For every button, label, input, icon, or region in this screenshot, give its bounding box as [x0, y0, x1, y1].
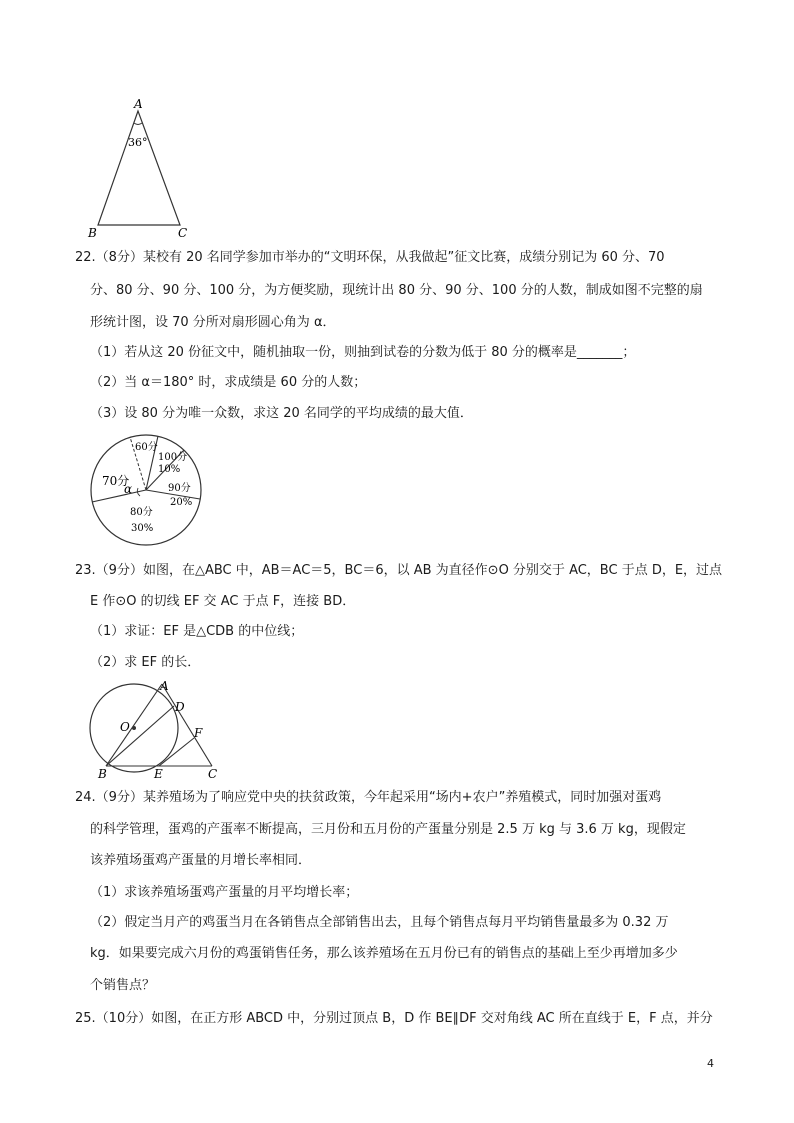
segment-ef: [159, 738, 194, 766]
q22-sub1: （1）若从这 20 份征文中，随机抽取一份，则抽到试卷的分数为低于 80 分的概率是_______；: [90, 345, 636, 360]
segment-ab: [106, 684, 162, 766]
q24-sub2b: kg．如果要完成六月份的鸡蛋销售任务，那么该养殖场在五月份已有的销售点的基础上至少再增加多少: [90, 946, 678, 961]
q23-line1: 23.（9分）如图，在△ABC 中，AB＝AC＝5，BC＝6，以 AB 为直径作⊙O 分别交于 AC，BC 于点 D，E，过点: [75, 563, 723, 578]
q22-line2: 分、80 分、90 分、100 分，为方便奖励，现统计出 80 分、90 分、100 分的人数，制成如图不完整的扇: [90, 283, 703, 298]
q25-line1: 25.（10分）如图，在正方形 ABCD 中，分别过顶点 B，D 作 BE∥DF 交对角线 AC 所在直线于 E，F 点，并分: [75, 1011, 713, 1026]
q22-sub3: （3）设 80 分为唯一众数，求这 20 名同学的平均成绩的最大值．: [90, 406, 473, 421]
q22-sub2: （2）当 α＝180° 时，求成绩是 60 分的人数；: [90, 375, 367, 390]
q23-line2: E 作⊙O 的切线 EF 交 AC 于点 F，连接 BD．: [90, 594, 356, 609]
pie-alpha: α: [124, 482, 133, 496]
pie-label-80: 80分: [130, 507, 153, 518]
pie-edge-80-70: [92, 490, 146, 502]
q22-line3: 形统计图，设 70 分所对扇形圆心角为 α．: [90, 315, 336, 330]
pie-label-70: 70分: [102, 474, 130, 488]
circle-triangle-figure: [86, 678, 226, 780]
vertex-a-label: A: [134, 97, 143, 111]
q24-line3: 该养殖场蛋鸡产蛋量的月增长率相同．: [90, 853, 312, 868]
point-e-label: E: [154, 767, 163, 780]
q24-sub2a: （2）假定当月产的鸡蛋当月在各销售点全部销售出去，且每个销售点每月平均销售量最多为 0.32 万: [90, 915, 669, 930]
point-o-label: O: [120, 720, 130, 734]
triangle-figure: [82, 92, 197, 240]
q23-sub2: （2）求 EF 的长．: [90, 655, 201, 670]
page-number: 4: [707, 1057, 714, 1070]
segment-bd: [106, 706, 174, 766]
pie-label-100: 100分: [158, 452, 188, 463]
pie-label-90: 90分: [168, 483, 191, 494]
center-dot: [132, 726, 136, 730]
point-a-label: A: [160, 679, 169, 693]
q24-line2: 的科学管理，蛋鸡的产蛋率不断提高，三月份和五月份的产蛋量分别是 2.5 万 kg 与 3.6 万 kg，现假定: [90, 822, 686, 837]
pie-label-60: 60分: [135, 442, 158, 453]
vertex-b-label: B: [88, 226, 97, 240]
point-c-label: C: [208, 767, 218, 780]
point-d-label: D: [175, 700, 185, 714]
point-b-label: B: [98, 767, 107, 780]
q24-sub1: （1）求该养殖场蛋鸡产蛋量的月平均增长率；: [90, 885, 359, 900]
angle-36-label: 36°: [128, 136, 148, 149]
angle-arc: [134, 123, 142, 125]
pie-chart: [88, 433, 208, 551]
q23-sub1: （1）求证：EF 是△CDB 的中位线；: [90, 624, 304, 639]
pie-pct-100: 10%: [158, 464, 181, 475]
q24-sub2c: 个销售点？: [90, 978, 156, 993]
q22-line1: 22.（8分）某校有 20 名同学参加市举办的“文明环保，从我做起”征文比赛，成绩分别记为 60 分、70: [75, 250, 665, 265]
pie-pct-80: 30%: [131, 523, 154, 534]
triangle-abc: [98, 111, 180, 225]
q24-line1: 24.（9分）某养殖场为了响应党中央的扶贫政策，今年起采用“场内+农户”养殖模式，同时加强对蛋鸡: [75, 790, 662, 805]
pie-pct-90: 20%: [170, 497, 193, 508]
vertex-c-label: C: [178, 226, 188, 240]
point-f-label: F: [194, 726, 203, 740]
